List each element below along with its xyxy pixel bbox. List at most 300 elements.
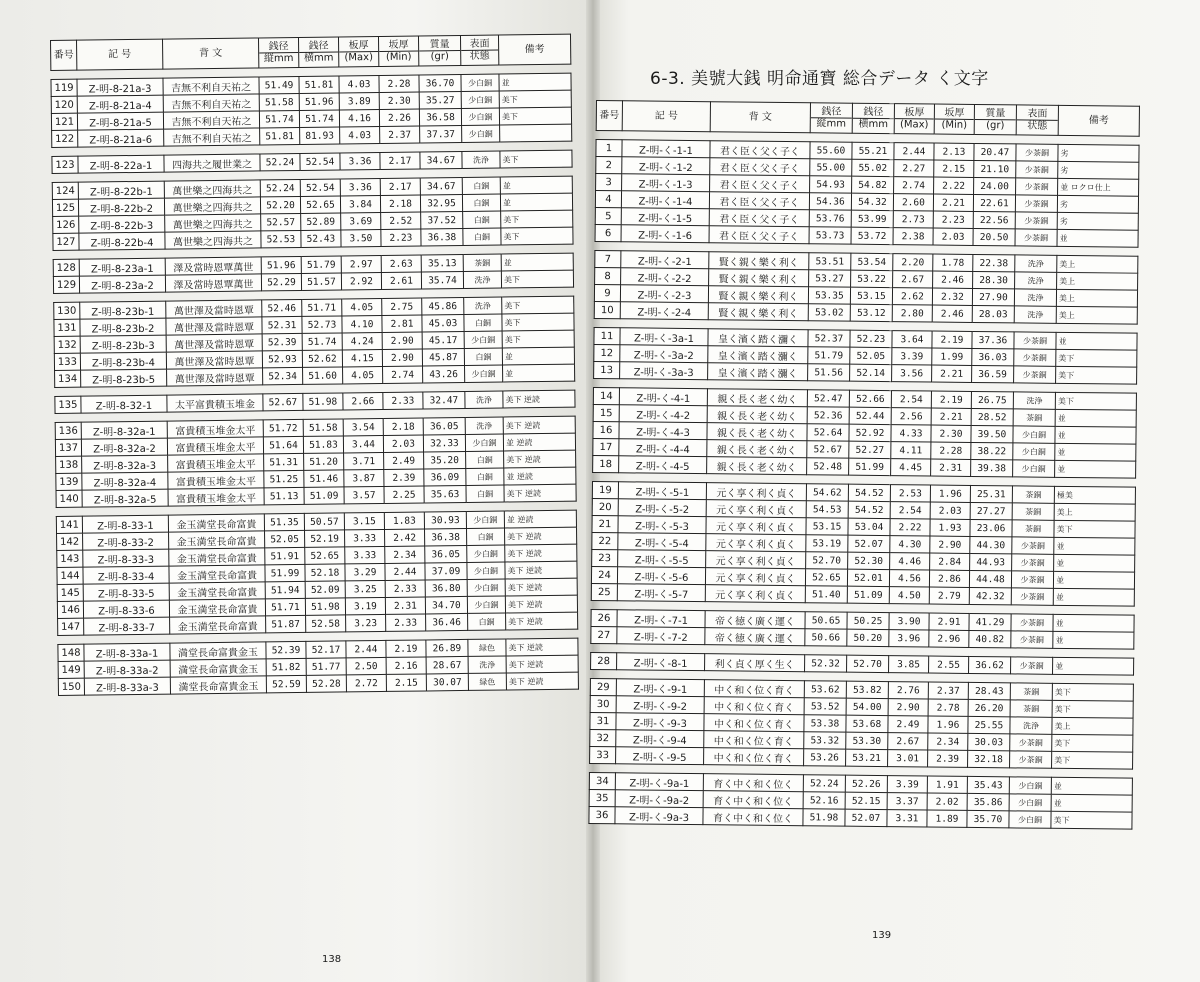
- table-cell: 劣: [1057, 195, 1138, 213]
- table-cell: 126: [53, 216, 79, 233]
- table-cell: Z-明-8-22b-4: [79, 232, 165, 250]
- table-cell: Z-明-く-9-1: [616, 679, 704, 697]
- table-cell: 53.15: [806, 518, 848, 535]
- table-cell: 51.96: [299, 93, 339, 110]
- table-cell: 125: [52, 199, 78, 216]
- table-cell: 1.93: [930, 519, 970, 536]
- table-cell: Z-明-8-32a-1: [81, 421, 167, 439]
- table-cell: 美下 逆読: [503, 390, 575, 408]
- table-cell: 53.21: [846, 749, 888, 766]
- table-cell: 36.38: [421, 228, 463, 246]
- table-cell: 1.99: [932, 348, 972, 365]
- table-cell: 帝く徳く廣く運く: [705, 611, 805, 629]
- table-cell: 53.62: [804, 681, 846, 698]
- table-cell: 137: [55, 439, 81, 456]
- table-cell: Z-明-8-21a-3: [77, 78, 163, 96]
- table-cell: 美下: [1056, 366, 1137, 384]
- table-cell: 54.53: [806, 501, 848, 518]
- table-cell: 42.32: [969, 587, 1011, 604]
- table-cell: 2.21: [932, 365, 972, 382]
- table-cell: 君く臣く父く子く: [709, 226, 809, 244]
- table-cell: 少茶銅: [1011, 588, 1053, 605]
- table-cell: 36.03: [972, 348, 1014, 365]
- table-cell: 3.84: [340, 195, 380, 212]
- table-cell: 51.71: [302, 299, 342, 316]
- table-cell: Z-明-く-3a-2: [620, 345, 708, 363]
- table-cell: 少茶銅: [1012, 554, 1054, 571]
- column-header-line: 状態: [461, 50, 498, 62]
- column-header: [1016, 105, 1058, 135]
- table-cell: 皇く濱く踏く瀰く: [708, 363, 808, 381]
- table-cell: 2.33: [386, 614, 426, 631]
- table-cell: 1.96: [930, 485, 970, 502]
- table-cell: 28: [591, 652, 617, 669]
- table-cell: 2.90: [382, 349, 422, 366]
- table-cell: 52.89: [301, 213, 341, 230]
- table-cell: 4.05: [342, 298, 382, 315]
- column-header: [934, 104, 974, 134]
- table-cell: 28.67: [426, 656, 468, 674]
- table-cell: 4.03: [339, 75, 379, 92]
- table-cell: 2.44: [346, 640, 386, 657]
- table-cell: 少茶銅: [1014, 332, 1056, 349]
- table-cell: 52.31: [262, 316, 302, 333]
- table-cell: 50.66: [805, 629, 847, 646]
- table-cell: 少茶銅: [1014, 366, 1056, 383]
- table-cell: 51.56: [808, 364, 850, 381]
- table-cell: 富貴積玉堆金太平: [167, 420, 263, 438]
- table-cell: Z-明-8-33-5: [83, 583, 169, 601]
- table-cell: Z-明-く-4-1: [619, 388, 707, 406]
- table-cell: 2.92: [341, 272, 381, 289]
- column-header-line: 銭径: [821, 106, 842, 118]
- table-cell: 52.58: [306, 615, 346, 632]
- table-cell: 27.90: [972, 288, 1014, 305]
- table-cell: 太平富貴積玉堆金: [167, 394, 263, 412]
- table-cell: 2.49: [888, 716, 928, 733]
- table-cell: 52.07: [848, 535, 890, 552]
- table-cell: 帝く徳く廣く運く: [705, 628, 805, 646]
- table-cell: 育く中く和く位く: [703, 791, 803, 809]
- table-cell: 45.86: [422, 297, 464, 315]
- table-cell: 52.67: [263, 393, 303, 410]
- table-cell: 2.55: [929, 656, 969, 673]
- table-cell: 52.46: [262, 299, 302, 316]
- table-cell: 34.70: [425, 596, 467, 614]
- table-cell: 美下: [1052, 751, 1133, 769]
- table-cell: 21: [592, 515, 618, 532]
- table-cell: 君く臣く父く子く: [710, 158, 810, 176]
- table-cell: 15: [593, 404, 619, 421]
- table-cell: 洗浄: [1015, 255, 1057, 272]
- column-header: [974, 104, 1016, 134]
- table-cell: 3.29: [345, 563, 385, 580]
- table-cell: 美下 逆読: [505, 578, 577, 596]
- table-cell: 萬世樂之四海共之: [164, 197, 260, 215]
- table-cell: 賢く親く樂く利く: [709, 269, 809, 287]
- table-cell: 52.18: [305, 564, 345, 581]
- table-cell: 中く和く位く育く: [704, 731, 804, 749]
- table-cell: Z-明-8-21a-6: [78, 129, 164, 147]
- table-cell: 洗浄: [1010, 717, 1052, 734]
- table-cell: Z-明-く-8-1: [617, 653, 705, 671]
- table-cell: 並: [1055, 460, 1136, 478]
- table-cell: 21.10: [974, 160, 1016, 177]
- table-cell: 少白銅: [464, 331, 502, 348]
- table-cell: Z-明-8-32-1: [81, 395, 167, 413]
- table-cell: 52.17: [306, 641, 346, 658]
- table-cell: 53.19: [806, 535, 848, 552]
- table-cell: 144: [57, 567, 83, 584]
- table-cell: 3.57: [344, 486, 384, 503]
- table-cell: 52.37: [808, 330, 850, 347]
- table-cell: 白銅: [466, 451, 504, 468]
- table-cell: Z-明-く-9-4: [616, 730, 704, 748]
- table-cell: 4.30: [890, 536, 930, 553]
- column-header-line: (gr): [975, 119, 1016, 131]
- table-cell: [500, 124, 572, 142]
- column-header-line: (gr): [419, 50, 460, 63]
- table-cell: Z-明-く-9-2: [616, 696, 704, 714]
- table-cell: 52.67: [807, 441, 849, 458]
- table-cell: 3.90: [889, 613, 929, 630]
- table-cell: 51.40: [805, 586, 847, 603]
- table-cell: 洗浄: [1014, 306, 1056, 323]
- table-cell: 富貴積玉堆金太平: [167, 437, 263, 455]
- table-cell: 52.54: [300, 153, 340, 170]
- table-cell: 2.39: [928, 750, 968, 767]
- table-cell: 51.58: [303, 419, 343, 436]
- table-cell: 31: [590, 712, 616, 729]
- table-cell: 富貴積玉堆金太平: [168, 454, 264, 472]
- table-cell: 皇く濱く踏く瀰く: [708, 329, 808, 347]
- table-cell: 30: [590, 695, 616, 712]
- table-cell: 52.01: [847, 569, 889, 586]
- table-cell: 君く臣く父く子く: [710, 175, 810, 193]
- table-cell: 2.80: [892, 305, 932, 322]
- table-cell: 3.01: [888, 750, 928, 767]
- table-cell: 美上: [1056, 306, 1137, 324]
- table-cell: 32.47: [423, 391, 465, 409]
- table-cell: 金玉満堂長命富貴: [169, 531, 265, 549]
- table-cell: 135: [55, 396, 81, 413]
- table-cell: 22: [592, 532, 618, 549]
- table-cell: 親く長く老く幼く: [707, 457, 807, 475]
- table-cell: 2.54: [891, 391, 931, 408]
- table-cell: 4.11: [891, 442, 931, 459]
- table-cell: 51.49: [259, 76, 299, 93]
- table-cell: 洗浄: [464, 297, 502, 314]
- table-cell: 2.44: [894, 143, 934, 160]
- table-cell: 38.22: [971, 442, 1013, 459]
- table-cell: 52.70: [806, 552, 848, 569]
- table-cell: 129: [53, 276, 79, 293]
- table-cell: 51.98: [803, 809, 845, 826]
- table-cell: 育く中く和く位く: [703, 774, 803, 792]
- table-cell: 白銅: [462, 177, 500, 194]
- table-cell: 36.62: [969, 656, 1011, 673]
- table-cell: 130: [54, 302, 80, 319]
- table-cell: 51.99: [849, 458, 891, 475]
- table-cell: 50.25: [847, 612, 889, 629]
- table-cell: 52.05: [850, 347, 892, 364]
- table-cell: 2.49: [384, 452, 424, 469]
- table-cell: 白銅: [466, 468, 504, 485]
- table-cell: 1: [596, 140, 622, 157]
- table-cell: 澤及當時恩覃萬世: [165, 274, 261, 292]
- table-cell: 52.65: [300, 196, 340, 213]
- table-cell: 142: [57, 533, 83, 550]
- table-cell: 2.19: [386, 640, 426, 657]
- table-cell: 39.38: [971, 459, 1013, 476]
- table-cell: 並: [502, 347, 574, 365]
- column-header: [810, 103, 852, 133]
- table-cell: 富貴積玉堆金太平: [168, 471, 264, 489]
- table-cell: 2.26: [379, 109, 419, 126]
- table-cell: 2.61: [381, 272, 421, 289]
- table-cell: 極美: [1054, 486, 1135, 504]
- table-cell: Z-明-8-22b-3: [79, 215, 165, 233]
- table-cell: 34: [589, 772, 615, 789]
- table-cell: 52.73: [302, 316, 342, 333]
- table-cell: 少茶銅: [1014, 349, 1056, 366]
- table-cell: 52.26: [845, 775, 887, 792]
- table-cell: 51.98: [305, 598, 345, 615]
- table-cell: 2.50: [346, 657, 386, 674]
- table-cell: 40.82: [969, 630, 1011, 647]
- table-cell: 萬世澤及當時恩覃: [167, 368, 263, 386]
- table-cell: 4.56: [889, 570, 929, 587]
- table-cell: 2.90: [382, 332, 422, 349]
- table-cell: 白銅: [463, 228, 501, 245]
- table-cell: 中く和く位く育く: [704, 714, 804, 732]
- table-cell: 11: [594, 327, 620, 344]
- table-cell: 3.44: [343, 435, 383, 452]
- table-cell: 4.05: [343, 366, 383, 383]
- table-cell: 1.89: [927, 810, 967, 827]
- table-cell: 少白銅: [1013, 443, 1055, 460]
- table-cell: 少茶銅: [1011, 657, 1053, 674]
- table-cell: 君く臣く父く子く: [709, 192, 809, 210]
- table-cell: 元く享く利く貞く: [705, 568, 805, 586]
- table-cell: 51.83: [303, 436, 343, 453]
- table-cell: 52.30: [848, 552, 890, 569]
- table-cell: 51.81: [260, 127, 300, 144]
- table-cell: 3.64: [892, 331, 932, 348]
- table-cell: 53.15: [850, 287, 892, 304]
- column-header-line: 表面: [1027, 108, 1048, 120]
- table-cell: 1.83: [384, 512, 424, 529]
- table-cell: 4: [595, 191, 621, 208]
- table-cell: 並: [1051, 777, 1132, 795]
- table-cell: 少茶銅: [1015, 229, 1057, 246]
- column-header: [378, 36, 418, 66]
- table-cell: 30.93: [424, 511, 466, 529]
- table-cell: 2.03: [930, 502, 970, 519]
- table-cell: 美上: [1057, 255, 1138, 273]
- table-cell: 51.74: [259, 110, 299, 127]
- column-header: [338, 36, 378, 66]
- table-cell: 51.94: [265, 581, 305, 598]
- table-cell: Z-明-8-32a-2: [81, 438, 167, 456]
- table-cell: 2.75: [382, 298, 422, 315]
- table-cell: 23: [592, 549, 618, 566]
- table-cell: 2.34: [928, 733, 968, 750]
- table-cell: 3.69: [341, 212, 381, 229]
- table-cell: 萬世澤及當時恩覃: [166, 334, 262, 352]
- table-cell: 並: [1056, 332, 1137, 350]
- table-cell: 52.39: [266, 641, 306, 658]
- table-cell: Z-明-く-5-3: [618, 516, 706, 534]
- column-header-line: 表面: [469, 38, 490, 50]
- table-cell: 119: [51, 79, 77, 96]
- table-cell: 52.64: [807, 424, 849, 441]
- table-cell: 54.82: [852, 176, 894, 193]
- table-cell: 2.39: [384, 469, 424, 486]
- column-header-line: 板厚: [348, 40, 369, 52]
- table-cell: 2.78: [928, 699, 968, 716]
- table-cell: 34.67: [420, 177, 462, 195]
- table-cell: 白銅: [463, 211, 501, 228]
- table-cell: 51.71: [265, 598, 305, 615]
- table-cell: Z-明-く-2-2: [621, 268, 709, 286]
- table-cell: 52.36: [807, 407, 849, 424]
- table-cell: 2.60: [893, 194, 933, 211]
- table-cell: 55.00: [810, 159, 852, 176]
- column-header-line: 縦mm: [811, 117, 852, 129]
- table-cell: 並 ロクロ仕上: [1058, 178, 1139, 196]
- table-cell: 37.09: [425, 562, 467, 580]
- table-cell: 53.26: [804, 749, 846, 766]
- table-cell: 少白銅: [467, 579, 505, 596]
- column-header-line: (Max): [895, 118, 934, 130]
- table-cell: 3.85: [889, 656, 929, 673]
- table-cell: 美下: [501, 227, 573, 245]
- table-cell: 吉無不利自天祐之: [164, 128, 260, 146]
- table-cell: 41.29: [969, 613, 1011, 630]
- table-cell: 美上: [1054, 503, 1135, 521]
- table-cell: 並: [1053, 631, 1134, 649]
- table-cell: 美下: [502, 313, 574, 331]
- table-cell: 12: [594, 344, 620, 361]
- table-cell: 3.36: [340, 152, 380, 169]
- table-cell: 2.28: [931, 442, 971, 459]
- table-cell: 美下: [499, 107, 571, 125]
- table-cell: Z-明-く-9-3: [616, 713, 704, 731]
- table-cell: 37.37: [420, 125, 462, 143]
- table-cell: 少白銅: [1009, 794, 1051, 811]
- table-cell: 45.17: [422, 331, 464, 349]
- table-cell: 2.52: [381, 212, 421, 229]
- table-cell: 52.47: [807, 390, 849, 407]
- table-cell: 39.50: [971, 425, 1013, 442]
- table-cell: 36.09: [424, 468, 466, 486]
- table-cell: 満堂長命富貴金玉: [170, 642, 266, 660]
- table-cell: 55.02: [852, 159, 894, 176]
- table-cell: 52.44: [849, 407, 891, 424]
- table-cell: Z-明-8-33-1: [82, 515, 168, 533]
- table-cell: 51.31: [264, 453, 304, 470]
- column-header-line: 坂厚: [944, 107, 965, 119]
- table-cell: 3.71: [344, 452, 384, 469]
- table-cell: 並: [500, 193, 572, 211]
- table-cell: 2.23: [381, 229, 421, 246]
- table-cell: 20.47: [974, 143, 1016, 160]
- table-cell: 53.12: [850, 304, 892, 321]
- table-cell: 2.38: [893, 228, 933, 245]
- column-header-line: 横mm: [299, 51, 338, 63]
- table-cell: 53.51: [809, 253, 851, 270]
- table-cell: 3.56: [892, 365, 932, 382]
- table-cell: 中く和く位く育く: [704, 697, 804, 715]
- table-cell: 君く臣く父く子く: [709, 209, 809, 227]
- table-cell: 美下: [1054, 520, 1135, 538]
- table-cell: 53.32: [804, 732, 846, 749]
- column-header: [460, 35, 498, 65]
- page-title: 6-3. 美號大銭 明命通寶 総合データ く文字: [650, 69, 989, 89]
- table-cell: 美下: [501, 270, 573, 288]
- table-cell: 53.76: [809, 210, 851, 227]
- table-cell: 18: [593, 455, 619, 472]
- table-cell: 51.74: [302, 333, 342, 350]
- table-cell: Z-明-く-5-2: [618, 499, 706, 517]
- column-header-line: 状態: [1017, 119, 1058, 131]
- table-cell: 少白銅: [465, 365, 503, 382]
- table-cell: 少白銅: [467, 562, 505, 579]
- table-cell: 51.25: [264, 470, 304, 487]
- table-cell: 36.05: [423, 417, 465, 435]
- table-cell: 並: [1053, 571, 1134, 589]
- table-cell: 並: [501, 253, 573, 271]
- table-cell: 81.93: [300, 127, 340, 144]
- table-cell: 緑色: [468, 673, 506, 690]
- table-cell: 並 逆読: [504, 467, 576, 485]
- table-cell: 51.09: [847, 586, 889, 603]
- table-cell: 54.00: [846, 698, 888, 715]
- table-cell: 茶銅: [1012, 503, 1054, 520]
- table-cell: 9: [594, 284, 620, 301]
- table-cell: 金玉満堂長命富貴: [170, 616, 266, 634]
- table-cell: Z-明-8-23b-2: [80, 318, 166, 336]
- table-cell: 53.38: [804, 715, 846, 732]
- table-cell: Z-明-く-9a-3: [615, 807, 703, 825]
- table-cell: 澤及當時恩覃萬世: [165, 257, 261, 275]
- table-cell: 16: [593, 421, 619, 438]
- table-cell: Z-明-く-4-2: [619, 405, 707, 423]
- table-cell: 並: [1054, 554, 1135, 572]
- table-cell: 白銅: [464, 348, 502, 365]
- table-cell: 美下: [1055, 392, 1136, 410]
- table-cell: 並: [1051, 794, 1132, 812]
- table-cell: Z-明-く-5-1: [618, 482, 706, 500]
- table-cell: Z-明-8-22b-1: [78, 181, 164, 199]
- table-cell: 54.36: [809, 193, 851, 210]
- table-cell: 2.21: [931, 408, 971, 425]
- table-cell: 白銅: [468, 613, 506, 630]
- table-cell: 51.09: [304, 487, 344, 504]
- table-cell: 22.56: [973, 211, 1015, 228]
- table-cell: 並: [1053, 588, 1134, 606]
- table-cell: 150: [58, 678, 84, 695]
- table-cell: 22.61: [973, 194, 1015, 211]
- table-cell: 51.58: [259, 93, 299, 110]
- table-cell: 133: [54, 353, 80, 370]
- column-header: [852, 103, 894, 133]
- table-cell: 28.03: [972, 305, 1014, 322]
- column-header: [418, 35, 460, 66]
- table-cell: 2.25: [384, 486, 424, 503]
- table-cell: 3.50: [341, 229, 381, 246]
